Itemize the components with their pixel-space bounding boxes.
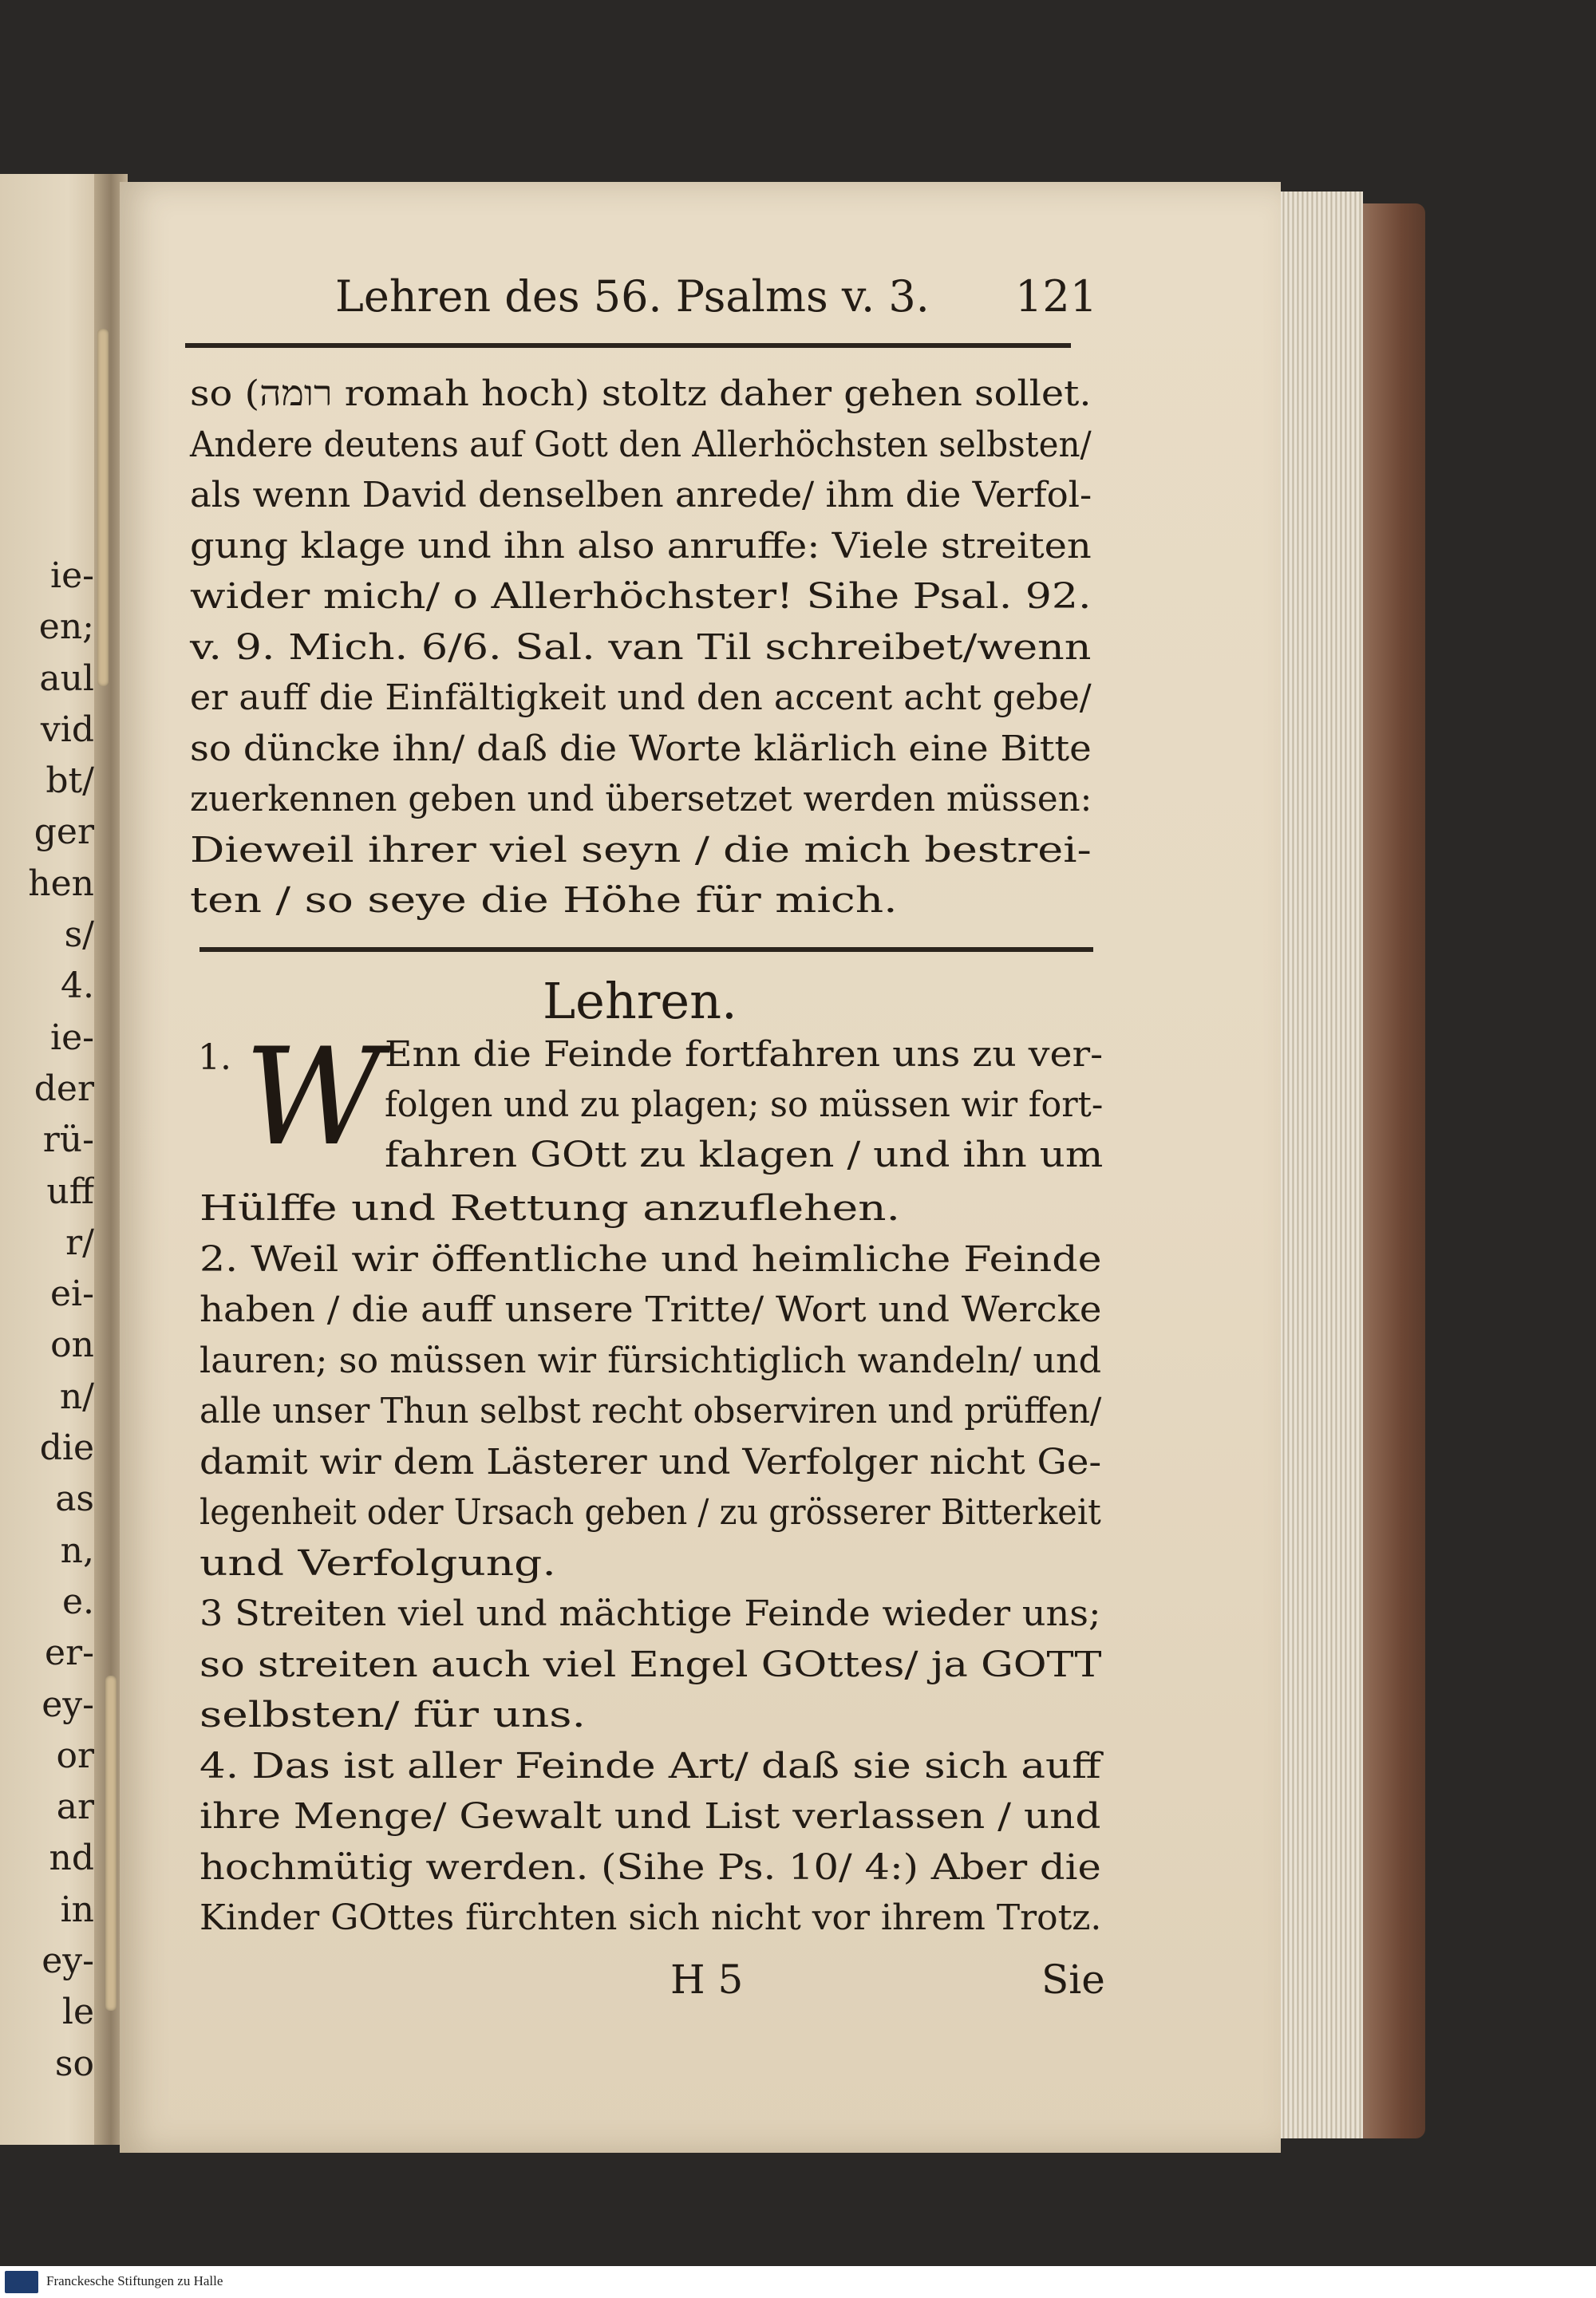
signature-mark: H 5: [670, 1956, 744, 2003]
text-line: ger: [34, 811, 94, 853]
text-line: so düncke ihn/ daß die Worte klärlich eine Bitte: [190, 728, 1092, 769]
text-line: als wenn David denselben anrede/ ihm die Verfol-: [190, 475, 1092, 515]
commentary-block: [190, 369, 1100, 926]
text-line: so (רומה romah hoch) stoltz daher gehen sollet.: [190, 373, 1092, 414]
text-line: ei-: [50, 1273, 94, 1315]
text-line: selbsten/ für uns.: [200, 1695, 587, 1735]
binding-thread: [105, 1676, 117, 2011]
text-line: hen: [28, 863, 94, 904]
text-line: in: [60, 1889, 94, 1930]
section-heading: Lehren.: [543, 972, 737, 1030]
text-line: v. 9. Mich. 6/6. Sal. van Til schreibet/wenn: [190, 626, 1092, 668]
text-line: Hülffe und Rettung anzuflehen.: [200, 1188, 901, 1229]
text-line: en;: [38, 606, 94, 648]
text-line: vid: [40, 709, 94, 750]
text-line: ey-: [41, 1941, 94, 1982]
text-line: Kinder GOttes fürchten sich nicht vor ihrem Trotz.: [200, 1897, 1102, 1938]
page-edges: [1275, 192, 1363, 2138]
text-line: 4.: [61, 965, 94, 1007]
text-line: Andere deutens auf Gott den Allerhöchsten selbsten/: [190, 424, 1092, 465]
text-line: n/: [59, 1376, 94, 1417]
binding-thread: [97, 329, 109, 686]
text-line: rü-: [42, 1119, 94, 1161]
text-line: lauren; so müssen wir fürsichtiglich wandeln/ und: [200, 1340, 1102, 1381]
text-line: er auff die Einfältigkeit und den accent acht gebe/: [190, 677, 1092, 718]
section-rule: [200, 947, 1093, 952]
text-line: der: [34, 1068, 94, 1109]
text-line: haben / die auff unsere Tritte/ Wort und Wercke: [200, 1289, 1102, 1330]
institution-logo-icon: [5, 2271, 38, 2293]
text-line: ie-: [50, 555, 94, 596]
page-number: 121: [1015, 271, 1098, 322]
running-head: Lehren des 56. Psalms v. 3.: [335, 271, 930, 322]
text-line: hochmütig werden. (Sihe Ps. 10/ 4:) Aber die: [200, 1846, 1101, 1888]
drop-initial: W: [244, 1019, 382, 1175]
text-line: folgen und zu plagen; so müssen wir fort-: [385, 1084, 1104, 1125]
text-line: wider mich/ o Allerhöchster! Sihe Psal. 92.: [190, 576, 1092, 617]
text-line: bt/: [45, 760, 94, 802]
text-line: fahren GOtt zu klagen / und ihn um: [385, 1135, 1104, 1175]
text-line: so: [54, 2043, 94, 2084]
text-line: so streiten auch viel Engel GOttes/ ja GOTT: [200, 1644, 1102, 1685]
text-line: ie-: [50, 1017, 94, 1058]
text-line: Dieweil ihrer viel seyn / die mich bestrei-: [190, 829, 1092, 871]
text-line: aul: [39, 657, 94, 699]
text-line: 3 Streiten viel und mächtige Feinde wieder uns;: [200, 1593, 1101, 1634]
text-line: as: [55, 1479, 94, 1520]
text-line: ihre Menge/ Gewalt und List verlassen / und: [200, 1796, 1101, 1837]
text-line: nd: [49, 1838, 94, 1879]
text-line: uff: [46, 1171, 94, 1212]
lesson-number: 1.: [198, 1037, 231, 1078]
text-line: alle unser Thun selbst recht observiren und prüffen/: [200, 1391, 1102, 1431]
text-line: e.: [61, 1581, 94, 1622]
footer-bar: [0, 2266, 1596, 2298]
text-line: gung klage und ihn also anruffe: Viele streiten: [190, 525, 1092, 567]
text-line: legenheit oder Ursach geben / zu grösserer Bitterkeit: [200, 1492, 1101, 1533]
text-line: ey-: [41, 1684, 94, 1725]
text-line: r/: [65, 1222, 94, 1263]
text-line: Enn die Feinde fortfahren uns zu ver-: [385, 1034, 1104, 1075]
lessons-block: [200, 1183, 1109, 1944]
text-line: n,: [60, 1530, 94, 1571]
text-line: s/: [64, 914, 94, 956]
text-line: die: [39, 1427, 94, 1469]
left-page-text-fragments: [0, 551, 94, 2090]
lesson-first-lines: [385, 1029, 1124, 1180]
header-rule: [185, 343, 1071, 348]
text-line: le: [61, 1992, 94, 2033]
text-line: or: [56, 1735, 94, 1776]
catchword: Sie: [1041, 1956, 1105, 2003]
text-line: ar: [56, 1787, 94, 1828]
text-line: damit wir dem Lästerer und Verfolger nicht Ge-: [200, 1441, 1102, 1483]
institution-name: Franckesche Stiftungen zu Halle: [46, 2273, 223, 2288]
text-line: er-: [45, 1633, 94, 1674]
text-line: und Verfolgung.: [200, 1542, 556, 1584]
text-line: 2. Weil wir öffentliche und heimliche Feinde: [200, 1238, 1102, 1280]
text-line: ten / so seye die Höhe für mich.: [190, 880, 898, 921]
text-line: 4. Das ist aller Feinde Art/ daß sie sich auff: [200, 1745, 1101, 1787]
text-line: on: [50, 1325, 94, 1366]
text-line: zuerkennen geben und übersetzet werden müssen:: [190, 779, 1092, 819]
